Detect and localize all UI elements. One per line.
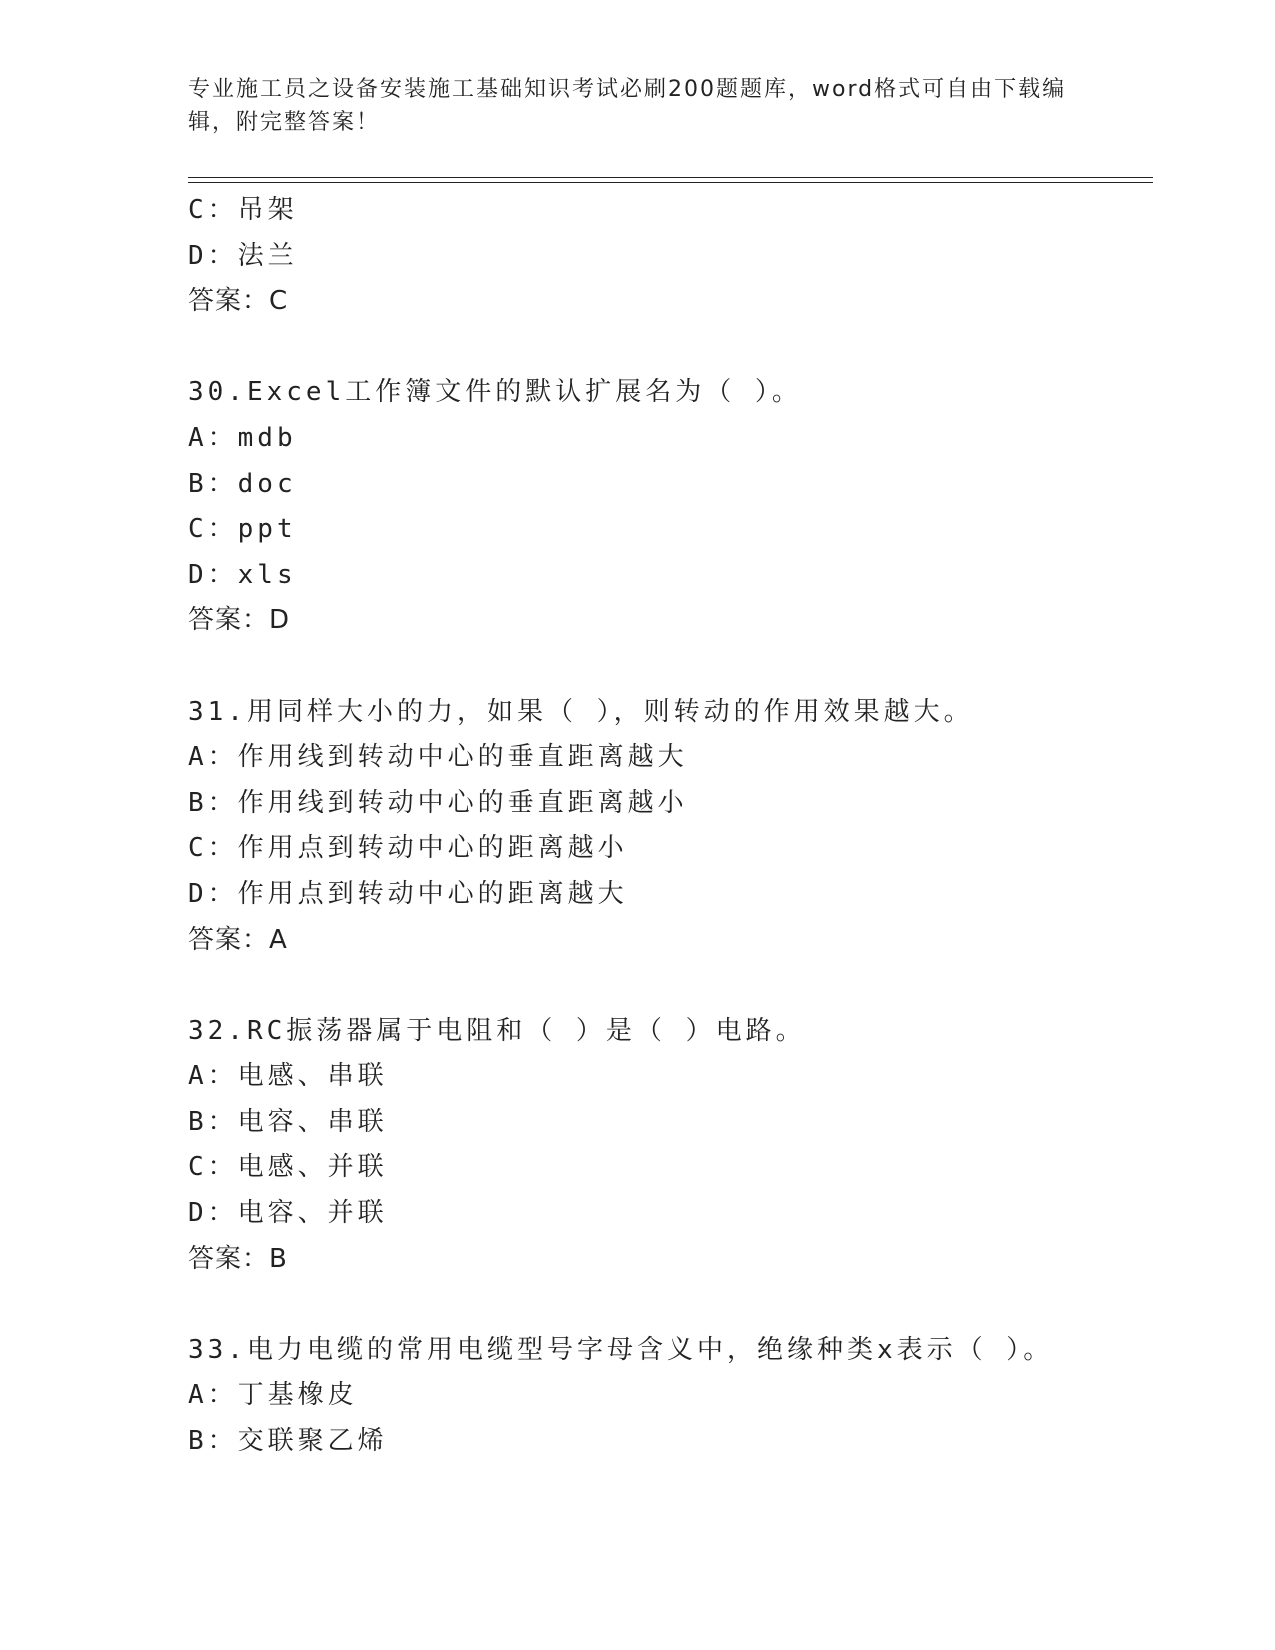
option-text: 吊架 <box>237 195 298 225</box>
spacer <box>188 325 1148 371</box>
option-text: 电容、并联 <box>237 1198 388 1229</box>
option-text: ppt <box>237 514 297 545</box>
option-letter: D： <box>188 559 238 590</box>
option-text: mdb <box>237 422 297 453</box>
option-letter: C： <box>188 195 238 225</box>
option-line <box>188 1054 1148 1100</box>
option-letter: D： <box>188 878 238 909</box>
option-letter: D： <box>188 240 238 271</box>
option-letter: A： <box>188 422 238 453</box>
question-stem: 33.电力电缆的常用电缆型号字母含义中，绝缘种类x表示（ ）。 <box>188 1334 1054 1365</box>
option-line <box>188 507 1148 553</box>
option-text: 作用点到转动中心的距离越大 <box>237 878 628 909</box>
option-line <box>188 416 1148 462</box>
option-text: 作用点到转动中心的距离越小 <box>237 833 628 864</box>
option-line <box>188 872 1148 918</box>
option-letter: A： <box>188 742 238 773</box>
option-line <box>188 735 1148 781</box>
option-text: 交联聚乙烯 <box>237 1426 388 1457</box>
option-line <box>188 781 1148 827</box>
option-text: 电感、串联 <box>237 1061 388 1092</box>
header-rule-top <box>188 177 1153 178</box>
option-text: xls <box>237 559 297 590</box>
option-text: doc <box>237 468 297 499</box>
document-header <box>188 73 1078 139</box>
option-letter: B： <box>188 1426 238 1457</box>
option-letter: C： <box>188 514 238 545</box>
option-letter: C： <box>188 833 238 864</box>
question-stem: 30.Excel工作簿文件的默认扩展名为（ ）。 <box>188 377 802 408</box>
header-rule-bottom <box>188 182 1153 183</box>
option-letter: A： <box>188 1380 238 1411</box>
question-stem: 32.RC振荡器属于电阻和（ ）是（ ）电路。 <box>188 1015 806 1046</box>
answer-line: 答案：D <box>188 605 291 636</box>
option-letter: B： <box>188 1106 238 1137</box>
option-letter: B： <box>188 468 238 499</box>
option-line <box>188 234 1148 280</box>
header-title: 专业施工员之设备安装施工基础知识考试必刷200题题库，word格式可自由下载编辑，附完整答案！ <box>188 77 1067 135</box>
option-line <box>188 462 1148 508</box>
option-line <box>188 188 1148 234</box>
option-letter: C： <box>188 1152 238 1183</box>
answer-line: 答案：B <box>188 1243 288 1274</box>
question-stem: 31.用同样大小的力，如果（ ），则转动的作用效果越大。 <box>188 696 974 727</box>
option-line <box>188 1100 1148 1146</box>
option-text: 法兰 <box>237 240 298 271</box>
option-letter: B： <box>188 787 238 818</box>
spacer <box>188 644 1148 690</box>
option-letter: A： <box>188 1061 238 1092</box>
option-line <box>188 1419 1148 1465</box>
option-text: 电感、并联 <box>237 1152 388 1183</box>
option-text: 作用线到转动中心的垂直距离越小 <box>237 787 688 818</box>
document-body <box>188 188 1148 1465</box>
option-line <box>188 1373 1148 1419</box>
option-line <box>188 1145 1148 1191</box>
spacer <box>188 963 1148 1009</box>
option-line <box>188 553 1148 599</box>
option-text: 作用线到转动中心的垂直距离越大 <box>237 742 688 773</box>
answer-line: 答案：A <box>188 924 288 955</box>
option-text: 丁基橡皮 <box>237 1380 358 1411</box>
option-text: 电容、串联 <box>237 1106 388 1137</box>
answer-line: 答案：C <box>188 286 289 317</box>
spacer <box>188 1282 1148 1328</box>
option-line <box>188 1191 1148 1237</box>
option-letter: D： <box>188 1198 238 1229</box>
option-line <box>188 826 1148 872</box>
